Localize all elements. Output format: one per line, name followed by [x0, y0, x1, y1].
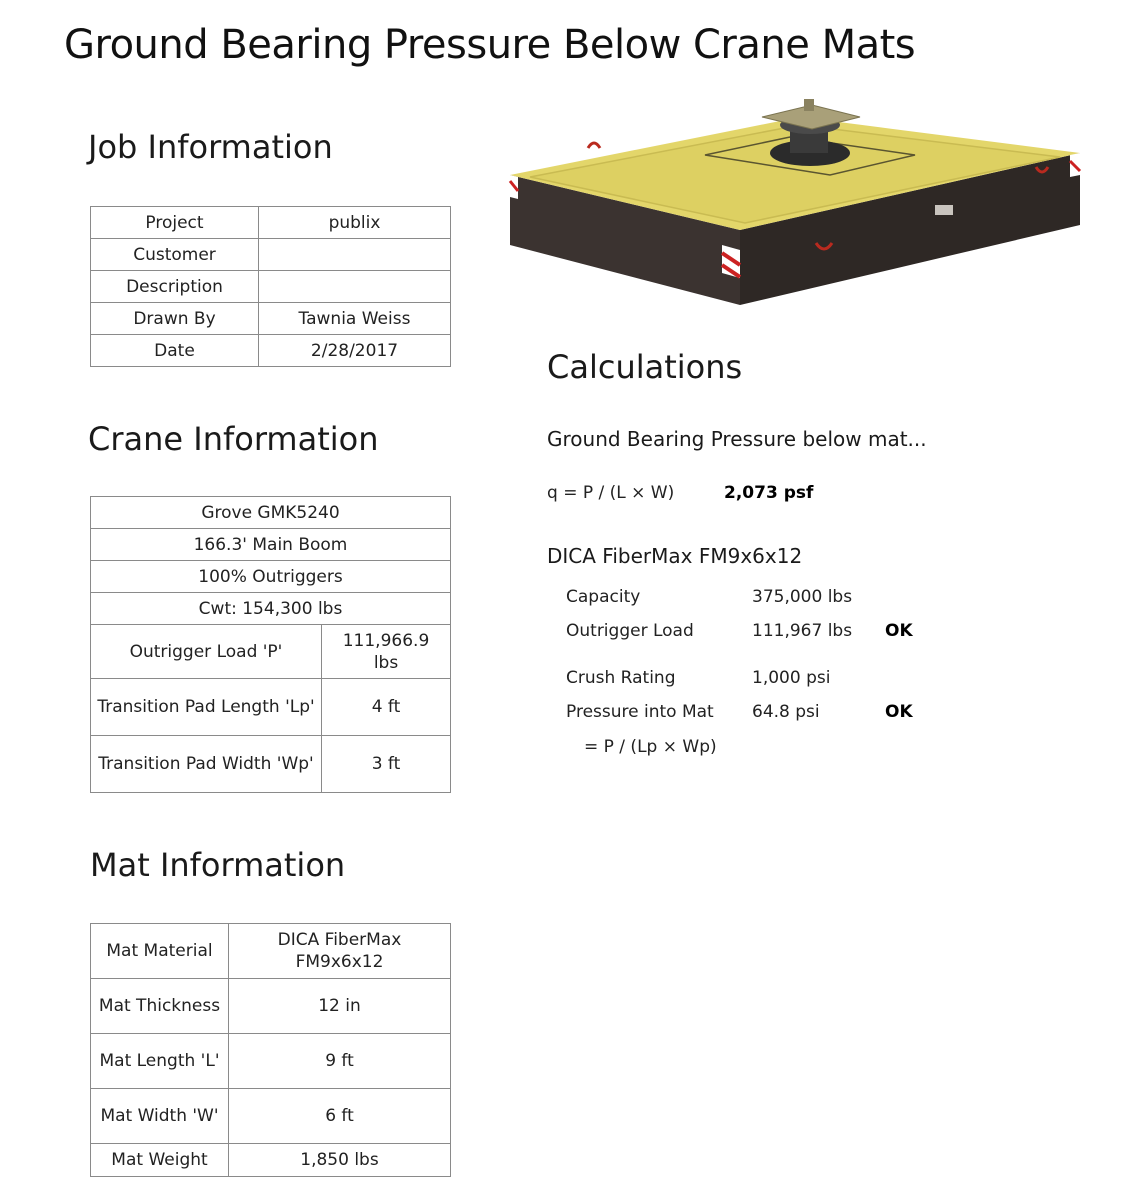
crane-outriggers: 100% Outriggers — [91, 561, 451, 593]
outrigger-load-value: 111,967 lbs — [752, 621, 853, 641]
table-row — [91, 625, 451, 679]
crane-information-table — [90, 496, 451, 793]
gbp-formula: q = P / (L × W) — [547, 483, 675, 503]
mat-value-thickness: 12 in — [229, 979, 451, 1034]
table-row — [91, 561, 451, 593]
capacity-value: 375,000 lbs — [752, 587, 853, 607]
crane-value-outrigger-load: 111,966.9 lbs — [322, 625, 451, 679]
pressure-into-mat-value: 64.8 psi — [752, 702, 820, 722]
job-value-description — [259, 271, 451, 303]
table-row — [91, 1034, 451, 1089]
mat-product-name: DICA FiberMax FM9x6x12 — [547, 544, 803, 568]
table-row — [91, 239, 451, 271]
table-row — [91, 979, 451, 1034]
job-information-table — [90, 206, 451, 367]
pressure-into-mat-status: OK — [885, 702, 913, 722]
table-row — [91, 335, 451, 367]
job-value-project: publix — [259, 207, 451, 239]
crane-counterweight: Cwt: 154,300 lbs — [91, 593, 451, 625]
table-row — [91, 303, 451, 335]
table-row — [91, 1089, 451, 1144]
job-label-date: Date — [91, 335, 259, 367]
outrigger-load-status: OK — [885, 621, 913, 641]
pressure-formula: = P / (Lp × Wp) — [584, 737, 717, 757]
mat-label-length: Mat Length 'L' — [91, 1034, 229, 1089]
page-title: Ground Bearing Pressure Below Crane Mats — [64, 22, 916, 68]
crush-rating-value: 1,000 psi — [752, 668, 831, 688]
job-value-drawn-by: Tawnia Weiss — [259, 303, 451, 335]
table-row — [91, 271, 451, 303]
mat-value-weight: 1,850 lbs — [229, 1144, 451, 1177]
crane-model: Grove GMK5240 — [91, 497, 451, 529]
job-label-description: Description — [91, 271, 259, 303]
mat-information-table — [90, 923, 451, 1177]
pressure-into-mat-label: Pressure into Mat — [566, 702, 714, 722]
mat-label-material: Mat Material — [91, 924, 229, 979]
crane-value-pad-width: 3 ft — [322, 736, 451, 793]
crane-value-pad-length: 4 ft — [322, 679, 451, 736]
table-row — [91, 1144, 451, 1177]
job-label-drawn-by: Drawn By — [91, 303, 259, 335]
job-label-project: Project — [91, 207, 259, 239]
table-row — [91, 593, 451, 625]
table-row — [91, 924, 451, 979]
mat-label-weight: Mat Weight — [91, 1144, 229, 1177]
crane-label-outrigger-load: Outrigger Load 'P' — [91, 625, 322, 679]
table-row — [91, 529, 451, 561]
table-row — [91, 736, 451, 793]
job-value-date: 2/28/2017 — [259, 335, 451, 367]
crane-mat-illustration-icon — [500, 95, 1090, 315]
mat-label-thickness: Mat Thickness — [91, 979, 229, 1034]
crane-label-pad-width: Transition Pad Width 'Wp' — [91, 736, 322, 793]
mat-value-width: 6 ft — [229, 1089, 451, 1144]
gbp-label: Ground Bearing Pressure below mat... — [547, 427, 927, 451]
table-row — [91, 679, 451, 736]
outrigger-load-label: Outrigger Load — [566, 621, 694, 641]
job-value-customer — [259, 239, 451, 271]
crush-rating-label: Crush Rating — [566, 668, 676, 688]
mat-value-material: DICA FiberMax FM9x6x12 — [229, 924, 451, 979]
table-row — [91, 207, 451, 239]
table-row — [91, 497, 451, 529]
calculations-heading: Calculations — [547, 348, 743, 386]
job-information-heading: Job Information — [88, 128, 333, 166]
mat-information-heading: Mat Information — [90, 846, 346, 884]
mat-value-length: 9 ft — [229, 1034, 451, 1089]
crane-information-heading: Crane Information — [88, 420, 379, 458]
crane-label-pad-length: Transition Pad Length 'Lp' — [91, 679, 322, 736]
capacity-label: Capacity — [566, 587, 641, 607]
gbp-result: 2,073 psf — [724, 483, 814, 503]
crane-boom: 166.3' Main Boom — [91, 529, 451, 561]
job-label-customer: Customer — [91, 239, 259, 271]
mat-label-width: Mat Width 'W' — [91, 1089, 229, 1144]
